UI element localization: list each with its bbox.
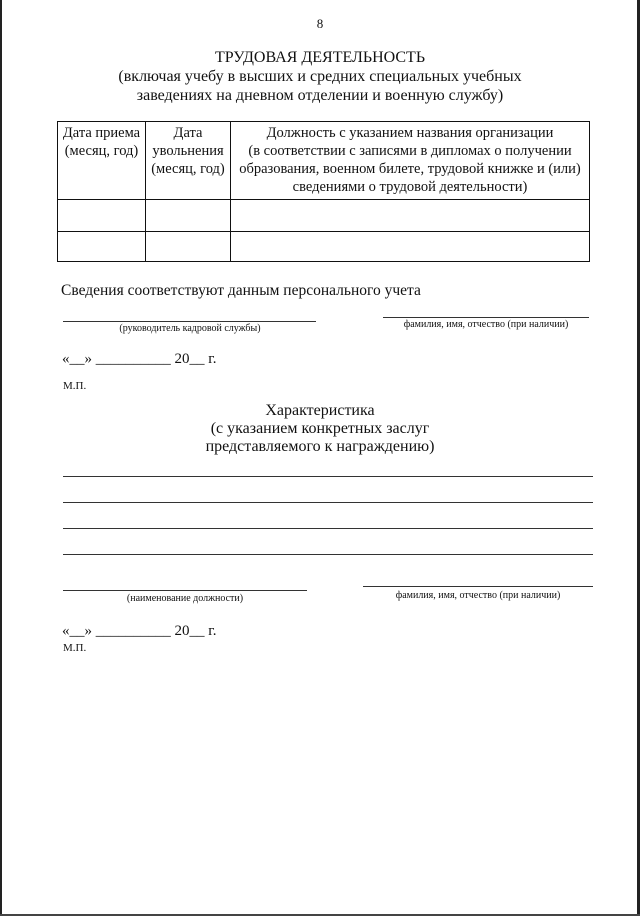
section-subtitle-line1: (включая учебу в высших и средних специальных учебных xyxy=(118,68,522,85)
table-cell[interactable] xyxy=(58,232,146,262)
header-position-line4: сведениями о трудовой деятельности) xyxy=(292,179,528,195)
work-history-table xyxy=(57,121,590,262)
header-hire-date-line1: Дата приема xyxy=(62,125,141,141)
header-dismissal-date-line2: увольнения xyxy=(152,143,224,159)
position-signature-line[interactable] xyxy=(63,590,307,591)
table-row xyxy=(58,200,590,232)
section-header xyxy=(0,48,640,105)
position-name-label: фамилия, имя, отчество (при наличии) xyxy=(395,590,561,601)
table-row xyxy=(58,232,590,262)
characteristic-title: Характеристика xyxy=(265,402,375,419)
characteristic-line3: представляемого к награждению) xyxy=(205,438,435,455)
records-statement: Сведения соответствуют данным персонального учета xyxy=(61,282,421,299)
page-number: 8 xyxy=(316,16,324,31)
characteristic-line[interactable] xyxy=(63,554,593,555)
position-name-line[interactable] xyxy=(363,586,593,587)
stamp-place-1: М.П. xyxy=(63,380,87,392)
date-field-1[interactable]: «__» __________ 20__ г. xyxy=(62,351,217,367)
header-hire-date xyxy=(58,122,146,200)
position-label: (наименование должности) xyxy=(126,593,244,604)
table-cell[interactable] xyxy=(231,232,590,262)
page-border-left xyxy=(0,0,2,916)
table-header-row xyxy=(58,122,590,200)
characteristic-line[interactable] xyxy=(63,476,593,477)
header-position xyxy=(231,122,590,200)
hr-head-label: (руководитель кадровой службы) xyxy=(119,323,261,334)
table-cell[interactable] xyxy=(58,200,146,232)
header-position-line3: образования, военном билете, трудовой книжке и (или) xyxy=(239,161,581,177)
header-hire-date-line2: (месяц, год) xyxy=(64,143,139,159)
hr-head-signature-line[interactable] xyxy=(63,321,316,322)
table-cell[interactable] xyxy=(146,200,231,232)
stamp-place-2: М.П. xyxy=(63,642,87,654)
characteristic-line[interactable] xyxy=(63,528,593,529)
section-subtitle-line2: заведениях на дневном отделении и военную службу) xyxy=(136,87,504,104)
header-position-line2: (в соответствии с записями в дипломах о получении xyxy=(248,143,572,159)
header-position-line1: Должность с указанием названия организации xyxy=(266,125,554,141)
characteristic-line[interactable] xyxy=(63,502,593,503)
section-title: ТРУДОВАЯ ДЕЯТЕЛЬНОСТЬ xyxy=(214,49,425,66)
header-dismissal-date-line3: (месяц, год) xyxy=(151,161,225,177)
date-field-2[interactable]: «__» __________ 20__ г. xyxy=(62,623,217,639)
hr-head-name-label: фамилия, имя, отчество (при наличии) xyxy=(403,319,569,330)
table-cell[interactable] xyxy=(231,200,590,232)
table-cell[interactable] xyxy=(146,232,231,262)
header-dismissal-date xyxy=(146,122,231,200)
hr-head-name-line[interactable] xyxy=(383,317,589,318)
characteristic-line2: (с указанием конкретных заслуг xyxy=(210,420,430,437)
characteristic-header xyxy=(0,402,640,456)
header-dismissal-date-line1: Дата xyxy=(173,125,203,141)
